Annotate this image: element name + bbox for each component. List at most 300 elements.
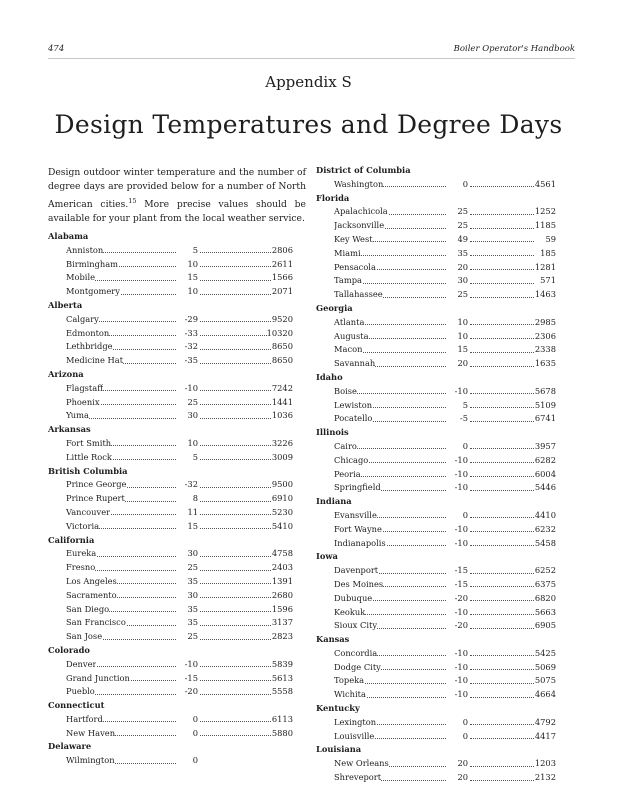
degree-days: 2611 [271, 258, 293, 269]
design-temperature: 0 [462, 716, 468, 727]
design-temperature: 35 [187, 575, 198, 586]
table-row [48, 340, 308, 354]
table-row [48, 520, 308, 534]
degree-days: 5663 [534, 606, 556, 617]
design-temperature: -10 [184, 658, 198, 669]
leader-dots [470, 468, 534, 478]
degree-days: 571 [540, 275, 556, 286]
city-name: Sioux City [334, 620, 378, 631]
degree-days: 4792 [534, 716, 556, 727]
leader-dots [470, 330, 534, 340]
table-row [48, 354, 308, 368]
design-temperature: -35 [184, 355, 198, 366]
degree-days: 1252 [534, 206, 556, 217]
leader-dots [200, 340, 271, 350]
table-row [316, 564, 560, 578]
design-temperature: 25 [187, 562, 198, 573]
leader-dots [200, 685, 271, 695]
city-name: Los Angeles [66, 575, 117, 586]
leader-dots [470, 288, 534, 298]
city-name: Dodge City [334, 661, 381, 672]
city-name: Edmonton [66, 327, 110, 338]
table-row [48, 271, 308, 285]
design-temperature: 25 [187, 396, 198, 407]
city-name: Macon [334, 344, 363, 355]
design-temperature: 8 [192, 493, 198, 504]
table-row [48, 437, 308, 451]
table-row [316, 219, 560, 233]
state-heading: Illinois [316, 427, 349, 438]
degree-days: 3957 [534, 440, 556, 451]
city-name: Lethbridge [66, 341, 113, 352]
leader-dots [470, 357, 534, 367]
design-temperature: 35 [457, 247, 468, 258]
table-row [316, 619, 560, 633]
leader-dots [470, 537, 534, 547]
state-heading: Alberta [48, 299, 83, 310]
leader-dots [200, 478, 271, 488]
degree-days: 4561 [534, 178, 556, 189]
table-row [316, 674, 560, 688]
design-temperature: 10 [457, 316, 468, 327]
leader-dots [470, 233, 534, 243]
degree-days: 2132 [534, 772, 556, 783]
design-temperature: 25 [457, 206, 468, 217]
city-name: Sacramento [66, 589, 117, 600]
degree-days: 8650 [271, 355, 293, 366]
city-name: Vancouver [66, 506, 111, 517]
degree-days: 6741 [534, 413, 556, 424]
design-temperature: -10 [454, 675, 468, 686]
book-title: Boiler Operator's Handbook [453, 44, 575, 54]
city-name: Anniston [66, 244, 104, 255]
degree-days: 2680 [271, 589, 293, 600]
appendix-label: Appendix S [265, 73, 352, 91]
table-row [48, 451, 308, 465]
table-row [316, 440, 560, 454]
table-row [316, 399, 560, 413]
leader-dots [200, 506, 271, 516]
city-name: San Jose [66, 631, 103, 642]
state-heading: Iowa [316, 551, 338, 562]
state-heading: Louisiana [316, 744, 362, 755]
design-temperature: 25 [457, 220, 468, 231]
table-row [316, 771, 560, 785]
city-name: Peoria [334, 468, 361, 479]
design-temperature: 10 [457, 330, 468, 341]
city-name: Atlanta [334, 316, 365, 327]
city-name: Wilmington [66, 755, 115, 766]
degree-days: 6252 [534, 565, 556, 576]
degree-days: 5880 [271, 727, 293, 738]
degree-days: 2985 [534, 316, 556, 327]
degree-days: 2306 [534, 330, 556, 341]
leader-dots [470, 509, 534, 519]
design-temperature: 30 [187, 589, 198, 600]
design-temperature: 0 [192, 755, 198, 766]
design-temperature: -15 [454, 578, 468, 589]
table-row [48, 658, 308, 672]
leader-dots [200, 603, 271, 613]
leader-dots [200, 630, 271, 640]
design-temperature: 0 [462, 178, 468, 189]
degree-days: 6905 [534, 620, 556, 631]
table-row [48, 382, 308, 396]
degree-days: 2823 [271, 631, 293, 642]
degree-days: 2338 [534, 344, 556, 355]
degree-days: 3226 [271, 437, 293, 448]
leader-dots [470, 219, 534, 229]
design-temperature: 5 [462, 399, 468, 410]
city-name: New Haven [66, 727, 116, 738]
city-name: Phoenix [66, 396, 100, 407]
table-row [316, 509, 560, 523]
city-name: Fresno [66, 562, 96, 573]
city-name: Apalachicola [334, 206, 388, 217]
table-row [316, 343, 560, 357]
design-temperature: 11 [187, 506, 198, 517]
design-temperature: 25 [457, 289, 468, 300]
city-name: Miami [334, 247, 361, 258]
leader-dots [200, 244, 271, 254]
leader-dots [200, 354, 271, 364]
design-temperature: 25 [187, 631, 198, 642]
leader-dots [470, 412, 534, 422]
design-temperature: -10 [184, 382, 198, 393]
degree-days: 7242 [271, 382, 293, 393]
design-temperature: -32 [184, 479, 198, 490]
intro-text-cont: More precise values should be available for your plant from the local weather service. [48, 199, 306, 225]
city-name: San Diego [66, 603, 110, 614]
design-temperature: 20 [457, 261, 468, 272]
table-row [48, 561, 308, 575]
page-number: 474 [48, 44, 65, 54]
leader-dots [200, 658, 271, 668]
table-row [316, 205, 560, 219]
leader-dots [200, 561, 271, 571]
leader-dots [200, 713, 271, 723]
table-row [48, 713, 308, 727]
leader-dots [470, 771, 534, 781]
table-row [316, 178, 560, 192]
table-row [316, 606, 560, 620]
city-name: Prince George [66, 479, 127, 490]
leader-dots [200, 409, 271, 419]
leader-dots [470, 757, 534, 767]
leader-dots [200, 575, 271, 585]
table-row [48, 396, 308, 410]
degree-days: 6910 [271, 493, 293, 504]
design-temperature: -5 [459, 413, 468, 424]
degree-days: 1391 [271, 575, 293, 586]
table-row [316, 412, 560, 426]
city-name: Des Moines [334, 578, 384, 589]
city-name: Boise [334, 385, 357, 396]
state-heading: Idaho [316, 371, 343, 382]
intro-paragraph [48, 166, 306, 226]
design-temperature: 10 [187, 437, 198, 448]
degree-days: 6820 [534, 592, 556, 603]
design-temperature: -10 [454, 468, 468, 479]
leader-dots [200, 547, 271, 557]
design-temperature: 20 [457, 758, 468, 769]
table-row [316, 592, 560, 606]
city-name: Chicago [334, 454, 369, 465]
design-temperature: 20 [457, 772, 468, 783]
city-name: Lexington [334, 716, 377, 727]
degree-days: 1036 [271, 410, 293, 421]
table-row [48, 672, 308, 686]
table-row [316, 385, 560, 399]
leader-dots [470, 316, 534, 326]
right-column [316, 164, 560, 785]
city-name: Savannah [334, 358, 376, 369]
leader-dots [470, 274, 534, 284]
table-row [48, 685, 308, 699]
table-row [48, 313, 308, 327]
table-row [48, 603, 308, 617]
city-name: Evansville [334, 509, 377, 520]
city-name: Lewiston [334, 399, 373, 410]
leader-dots [470, 647, 534, 657]
city-name: Hartford [66, 713, 103, 724]
table-row [316, 316, 560, 330]
degree-days: 5230 [271, 506, 293, 517]
city-name: Concordia [334, 647, 378, 658]
table-row [316, 288, 560, 302]
state-heading: Indiana [316, 496, 352, 507]
degree-days: 6113 [271, 713, 293, 724]
degree-days: 1203 [534, 758, 556, 769]
table-row [48, 616, 308, 630]
leader-dots [470, 578, 534, 588]
intro-text: Design outdoor winter temperature and the number of degree days are provided below for a number of North American cities. [48, 167, 306, 211]
table-row [316, 468, 560, 482]
table-row [48, 492, 308, 506]
leader-dots [200, 327, 271, 337]
leader-dots [470, 564, 534, 574]
leader-dots [470, 716, 534, 726]
table-row [316, 757, 560, 771]
design-temperature: 49 [457, 233, 468, 244]
degree-days: 5678 [534, 385, 556, 396]
city-name: Medicine Hat [66, 355, 124, 366]
leader-dots [470, 592, 534, 602]
degree-days: 185 [540, 247, 556, 258]
degree-days: 1185 [534, 220, 556, 231]
design-temperature: 35 [187, 603, 198, 614]
city-name: Dubuque [334, 592, 373, 603]
degree-days: 4758 [271, 548, 293, 559]
degree-days: 10320 [266, 327, 293, 338]
degree-days: 1441 [271, 396, 293, 407]
leader-dots [200, 396, 271, 406]
design-temperature: 15 [457, 344, 468, 355]
degree-days: 4417 [534, 730, 556, 741]
city-name: Birmingham [66, 258, 119, 269]
degree-days: 5558 [271, 686, 293, 697]
city-name: Flagstaff [66, 382, 104, 393]
degree-days: 4410 [534, 509, 556, 520]
city-name: Shreveport [334, 772, 382, 783]
degree-days: 2403 [271, 562, 293, 573]
city-name: Denver [66, 658, 97, 669]
design-temperature: 30 [187, 548, 198, 559]
leader-dots [470, 454, 534, 464]
leader-dots [200, 520, 271, 530]
table-row [316, 578, 560, 592]
table-row [48, 327, 308, 341]
state-heading: Arizona [48, 368, 84, 379]
design-temperature: 0 [462, 440, 468, 451]
table-row [316, 357, 560, 371]
table-row [316, 454, 560, 468]
design-temperature: -10 [454, 606, 468, 617]
leader-dots [200, 492, 271, 502]
degree-days: 1596 [271, 603, 293, 614]
leader-dots [200, 285, 271, 295]
city-name: Eureka [66, 548, 97, 559]
degree-days: 5425 [534, 647, 556, 658]
city-name: Pocatello [334, 413, 373, 424]
design-temperature: 20 [457, 358, 468, 369]
degree-days: 1635 [534, 358, 556, 369]
state-heading: Arkansas [48, 424, 91, 435]
city-name: Washington [334, 178, 384, 189]
degree-days: 5069 [534, 661, 556, 672]
leader-dots [200, 589, 271, 599]
city-name: Fort Wayne [334, 523, 382, 534]
leader-dots [200, 727, 271, 737]
degree-days: 3137 [271, 617, 293, 628]
city-name: Prince Rupert [66, 493, 125, 504]
table-row [48, 478, 308, 492]
leader-dots [470, 688, 534, 698]
leader-dots [200, 271, 271, 281]
city-name: Grand Junction [66, 672, 130, 683]
table-row [316, 247, 560, 261]
city-name: Montgomery [66, 286, 120, 297]
design-temperature: 0 [462, 730, 468, 741]
degree-days: 5075 [534, 675, 556, 686]
table-row [316, 261, 560, 275]
leader-dots [200, 313, 271, 323]
leader-dots [200, 258, 271, 268]
table-row [48, 547, 308, 561]
design-temperature: -15 [454, 565, 468, 576]
state-heading: Alabama [48, 231, 89, 241]
leader-dots [470, 674, 534, 684]
leader-dots [470, 619, 534, 629]
running-header [48, 44, 575, 59]
leader-dots [470, 247, 534, 257]
city-name: Key West [334, 233, 373, 244]
city-name: Victoria [66, 520, 100, 531]
city-name: Wichita [334, 689, 366, 700]
city-name: San Francisco [66, 617, 126, 628]
city-name: Calgary [66, 313, 99, 324]
leader-dots [470, 343, 534, 353]
design-temperature: 30 [457, 275, 468, 286]
design-temperature: -10 [454, 482, 468, 493]
leader-dots [470, 523, 534, 533]
table-row [48, 285, 308, 299]
city-name: Topeka [334, 675, 365, 686]
design-temperature: 15 [187, 520, 198, 531]
design-temperature: -20 [454, 592, 468, 603]
design-temperature: -10 [454, 454, 468, 465]
city-name: Tallahassee [334, 289, 383, 300]
city-name: Little Rock [66, 451, 112, 462]
leader-dots [470, 606, 534, 616]
city-name: Keokuk [334, 606, 366, 617]
design-temperature: 5 [192, 451, 198, 462]
city-name: Pueblo [66, 686, 95, 697]
state-heading: Kansas [316, 634, 350, 645]
leader-dots [470, 481, 534, 491]
table-row [316, 523, 560, 537]
leader-dots [470, 399, 534, 409]
design-temperature: -10 [454, 647, 468, 658]
state-heading: District of Columbia [316, 165, 411, 175]
table-row [48, 409, 308, 423]
state-heading: Kentucky [316, 703, 360, 714]
leader-dots [470, 178, 534, 188]
leader-dots [200, 672, 271, 682]
design-temperature: -20 [454, 620, 468, 631]
design-temperature: -32 [184, 341, 198, 352]
table-row [48, 630, 308, 644]
design-temperature: -33 [184, 327, 198, 338]
table-row [316, 481, 560, 495]
degree-days: 1566 [271, 272, 293, 283]
degree-days: 6232 [534, 523, 556, 534]
city-name: Indianapolis [334, 537, 386, 548]
design-temperature: -20 [184, 686, 198, 697]
state-heading: Connecticut [48, 700, 105, 711]
design-temperature: 0 [192, 713, 198, 724]
city-name: Yuma [66, 410, 89, 421]
design-temperature: -10 [454, 523, 468, 534]
table-row [316, 688, 560, 702]
state-heading: Colorado [48, 644, 90, 655]
leader-dots [200, 616, 271, 626]
degree-days: 5839 [271, 658, 293, 669]
leader-dots [470, 440, 534, 450]
leader-dots [200, 451, 271, 461]
leader-dots [200, 382, 271, 392]
city-name: Louisville [334, 730, 375, 741]
degree-days: 6282 [534, 454, 556, 465]
design-temperature: -29 [184, 313, 198, 324]
leader-dots [470, 205, 534, 215]
state-heading: British Columbia [48, 465, 128, 476]
table-row [316, 730, 560, 744]
table-row [48, 506, 308, 520]
leader-dots [200, 437, 271, 447]
state-heading: Florida [316, 192, 350, 203]
design-temperature: -10 [454, 689, 468, 700]
design-temperature: -10 [454, 661, 468, 672]
city-name: Pensacola [334, 261, 376, 272]
degree-days: 8650 [271, 341, 293, 352]
design-temperature: 30 [187, 410, 198, 421]
design-temperature: -10 [454, 537, 468, 548]
city-name: Tampa [334, 275, 362, 286]
table-row [316, 647, 560, 661]
degree-days: 59 [545, 233, 556, 244]
degree-days: 1281 [534, 261, 556, 272]
